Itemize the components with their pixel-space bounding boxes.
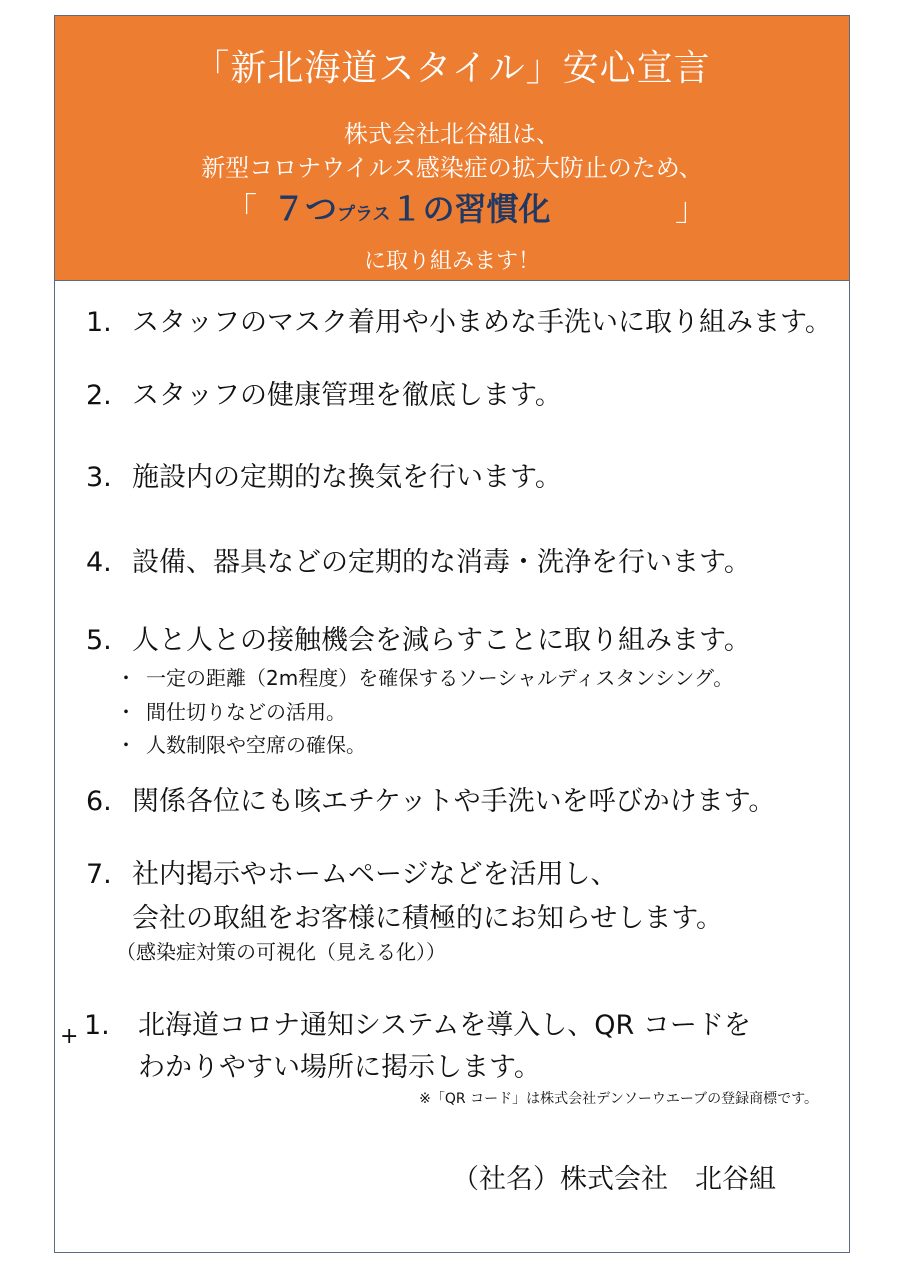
list-item bbox=[86, 618, 751, 657]
sub-item bbox=[116, 729, 366, 758]
item-number: 7. bbox=[86, 859, 112, 890]
item-text: 人と人との接触機会を減らすことに取り組みます。 bbox=[132, 625, 751, 656]
highlight-part1: ７つ bbox=[273, 190, 338, 228]
plus-item-number: 1. bbox=[84, 1010, 110, 1041]
plus-item-line1: 北海道コロナ通知システムを導入し、QR コードを bbox=[138, 1010, 751, 1041]
highlight-small: プラス bbox=[337, 204, 391, 225]
sub-item-text: 一定の距離（2m程度）を確保するソーシャルディスタンシング。 bbox=[146, 666, 734, 690]
list-item bbox=[86, 455, 562, 494]
item-7-continuation: 会社の取組をお客様に積極的にお知らせします。 bbox=[132, 903, 724, 934]
item-text: 社内掲示やホームページなどを活用し、 bbox=[132, 859, 618, 890]
list-item bbox=[86, 300, 832, 339]
sub-bullet: ・ bbox=[116, 700, 136, 724]
item-number: 4. bbox=[86, 547, 112, 578]
item-number: 3. bbox=[86, 462, 112, 493]
plus-item bbox=[84, 1003, 751, 1042]
trademark-note: ※「QR コード」は株式会社デンソーウエーブの登録商標です。 bbox=[419, 1091, 818, 1107]
list-item bbox=[86, 373, 562, 412]
header-line-commit: に取り組みます！ bbox=[363, 249, 540, 274]
plus-mark: + bbox=[60, 1024, 79, 1049]
highlight-text bbox=[273, 184, 551, 230]
list-item bbox=[86, 779, 775, 818]
item-number: 2. bbox=[86, 380, 112, 411]
highlight-bracket-close: 」 bbox=[675, 190, 708, 228]
company-name: （社名）株式会社 北谷組 bbox=[452, 1164, 776, 1195]
item-number: 5. bbox=[86, 625, 112, 656]
item-text: スタッフのマスク着用や小まめな手洗いに取り組みます。 bbox=[132, 307, 832, 338]
highlight-part2: １の習慣化 bbox=[390, 190, 551, 228]
item-text: 設備、器具などの定期的な消毒・洗浄を行います。 bbox=[132, 547, 751, 578]
header-line-purpose: 新型コロナウイルス感染症の拡大防止のため、 bbox=[201, 154, 703, 182]
plus-item-line2: わかりやすい場所に掲示します。 bbox=[138, 1052, 541, 1083]
sub-item-text: 人数制限や空席の確保。 bbox=[146, 733, 366, 757]
item-7-note: （感染症対策の可視化（見える化）） bbox=[116, 940, 446, 964]
sub-item bbox=[116, 662, 733, 691]
header-banner bbox=[55, 16, 849, 281]
item-text: 関係各位にも咳エチケットや手洗いを呼びかけます。 bbox=[132, 786, 776, 817]
list-item bbox=[86, 852, 617, 891]
list-item bbox=[86, 540, 751, 579]
item-number: 1. bbox=[86, 307, 112, 338]
sub-bullet: ・ bbox=[116, 666, 136, 690]
item-number: 6. bbox=[86, 786, 112, 817]
sub-item bbox=[116, 696, 346, 725]
item-text: 施設内の定期的な換気を行います。 bbox=[132, 462, 562, 493]
highlight-bracket-open: 「 bbox=[225, 190, 258, 228]
sub-item-text: 間仕切りなどの活用。 bbox=[146, 700, 346, 724]
item-text: スタッフの健康管理を徹底します。 bbox=[132, 380, 562, 411]
sub-bullet: ・ bbox=[116, 733, 136, 757]
header-line-company: 株式会社北谷組は、 bbox=[344, 120, 560, 148]
page-title: 「新北海道スタイル」安心宣言 bbox=[193, 48, 711, 89]
